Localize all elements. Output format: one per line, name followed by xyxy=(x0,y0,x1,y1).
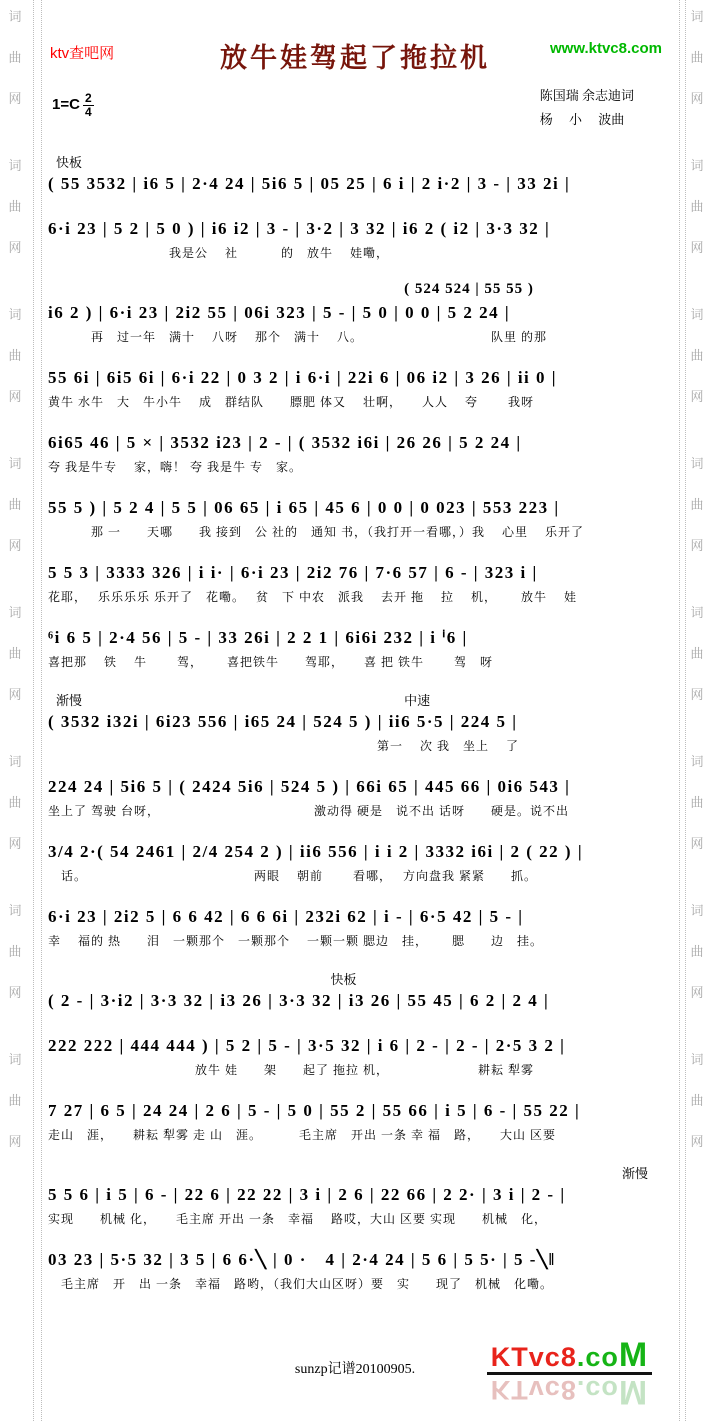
sheet-content xyxy=(48,36,662,1312)
watermark-char: 网 xyxy=(8,389,22,404)
watermark-char: 词 xyxy=(690,903,704,918)
watermark-char: 网 xyxy=(8,985,22,1000)
score-system xyxy=(48,1033,662,1079)
key-signature-text: 1=C xyxy=(52,96,80,114)
notation-line: 3/4 2·( 54 2461 | 2/4 254 2 ) | ii6 556 | i i 2 | 3332 i6i | 2 ( 22 ) | xyxy=(48,842,584,861)
watermark-char: 曲 xyxy=(8,646,22,661)
song-title: 放牛娃驾起了拖拉机 xyxy=(220,43,490,73)
watermark-char: 词 xyxy=(690,9,704,24)
notation-line: 55 5 ) | 5 2 4 | 5 5 | 06 65 | i 65 | 45 6 | 0 0 | 0 023 | 553 223 | xyxy=(48,498,560,517)
lyrics-line: 走山 涯， 耕耘 犁雾 走 山 涯。 毛主席 开出 一条 幸 福 路， 大山 区要 xyxy=(48,1128,557,1142)
left-dotted-border xyxy=(33,0,34,1421)
above-row xyxy=(48,152,662,171)
watermark-char: 曲 xyxy=(8,348,22,363)
logo-red-part: KTvc8 xyxy=(490,1342,577,1372)
watermark-char: 曲 xyxy=(690,646,704,661)
time-signature-denominator: 4 xyxy=(84,104,92,119)
transcriber-credit: sunzp记谱20100905. xyxy=(294,1362,416,1377)
lyrics-line: 花耶， 乐乐乐乐 乐开了 花嘞。 贫 下 中农 派我 去开 拖 拉 机， 放牛 娃 xyxy=(48,590,578,604)
score-system xyxy=(48,216,662,262)
notation-line: 55 6i | 6i5 6i | 6·i 22 | 0 3 2 | i 6·i | 22i 6 | 06 i2 | 3 26 | ii 0 | xyxy=(48,368,558,387)
watermark-char: 曲 xyxy=(8,50,22,65)
right-dotted-border xyxy=(679,0,680,1421)
watermark-char: 网 xyxy=(690,836,704,851)
watermark-char: 曲 xyxy=(8,1093,22,1108)
watermark-char: 网 xyxy=(690,389,704,404)
score-system xyxy=(48,839,662,885)
lyrics-line: 实现 机械 化， 毛主席 开出 一条 幸福 路哎，大山 区要 实现 机械 化， xyxy=(48,1212,548,1226)
key-signature xyxy=(52,92,94,118)
watermark-char: 网 xyxy=(690,240,704,255)
lyrics-line: 话。 两眼 朝前 看哪， 方向盘我 紧紧 抓。 xyxy=(48,869,538,883)
notation-line: ⁶i 6 5 | 2·4 56 | 5 - | 33 26i | 2 2 1 | 6i6i 232 | i ⁱ6 | xyxy=(48,628,468,647)
notation-line: 03 23 | 5·5 32 | 3 5 | 6 6·╲ | 0 · 4 | 2·4 24 | 5 6 | 5 5· | 5 -╲‖ xyxy=(48,1250,556,1269)
above-row xyxy=(48,969,662,988)
watermark-char: 词 xyxy=(8,456,22,471)
tempo-marking: 渐慢 xyxy=(56,693,83,708)
watermark-char: 曲 xyxy=(690,497,704,512)
notation-line: 224 24 | 5i6 5 | ( 2424 5i6 | 524 5 ) | 66i 65 | 445 66 | 0i6 543 | xyxy=(48,777,571,796)
tempo-marking: 中速 xyxy=(404,693,431,708)
score-system xyxy=(48,365,662,411)
lyrics-line: 那 一 天哪 我 接到 公 社的 通知 书，（我打开一看哪，）我 心里 乐开了 xyxy=(48,525,585,539)
lyrics-line: 坐上了 驾驶 台呀， 激动得 硬是 说不出 话呀 硬是。说不出 xyxy=(48,804,570,818)
tempo-marking: 快板 xyxy=(330,972,357,987)
above-row xyxy=(48,1163,662,1182)
notation-line: 5 5 6 | i 5 | 6 - | 22 6 | 22 22 | 3 i | 2 6 | 22 66 | 2 2· | 3 i | 2 - | xyxy=(48,1185,566,1204)
lyrics-line: 放牛 娃 架 起了 拖拉 机， 耕耘 犁雾 xyxy=(48,1063,535,1077)
logo-text xyxy=(487,1336,652,1374)
watermark-char: 网 xyxy=(8,538,22,553)
watermark-char: 词 xyxy=(8,307,22,322)
lyrics-line: 黄牛 水牛 大 牛小牛 成 群结队 膘肥 体又 壮啊， 人人 夸 我呀 xyxy=(48,395,535,409)
watermark-char: 曲 xyxy=(8,199,22,214)
credits xyxy=(540,84,634,132)
logo-reflection: KTvc8.coM xyxy=(490,1373,649,1411)
notation-line: 6i65 46 | 5 × | 3532 i23 | 2 - | ( 3532 i6i | 26 26 | 5 2 24 | xyxy=(48,433,522,452)
notation-line: 7 27 | 6 5 | 24 24 | 2 6 | 5 - | 5 0 | 55 2 | 55 66 | i 5 | 6 - | 55 22 | xyxy=(48,1101,581,1120)
site-badge-link[interactable]: ktv查吧网 xyxy=(50,45,115,62)
watermark-char: 曲 xyxy=(690,795,704,810)
watermark-char: 网 xyxy=(8,836,22,851)
notation-line: ( 3532 i32i | 6i23 556 | i65 24 | 524 5 ) | ii6 5·5 | 224 5 | xyxy=(48,712,518,731)
lyrics-line: 喜把那 铁 牛 驾， 喜把铁牛 驾耶， 喜 把 铁牛 驾 呀 xyxy=(48,655,494,669)
time-signature-numerator: 2 xyxy=(84,91,92,105)
watermark-char: 词 xyxy=(8,9,22,24)
score-system xyxy=(48,560,662,606)
watermark-char: 词 xyxy=(8,158,22,173)
watermark-char: 词 xyxy=(690,456,704,471)
footer xyxy=(0,1336,710,1420)
watermark-char: 曲 xyxy=(8,944,22,959)
score-system xyxy=(48,969,662,1014)
tempo-marking: 快板 xyxy=(56,155,83,170)
logo-green-part: .co xyxy=(576,1342,619,1372)
composer-credit: 杨 小 波曲 xyxy=(539,112,625,127)
score-system xyxy=(48,495,662,541)
lyricist-credit: 陈国瑞 余志迪词 xyxy=(539,88,634,103)
score-system xyxy=(48,1247,662,1293)
watermark-char: 网 xyxy=(690,91,704,106)
watermark-char: 曲 xyxy=(690,1093,704,1108)
watermark-char: 曲 xyxy=(8,497,22,512)
watermark-char: 网 xyxy=(690,1134,704,1149)
header xyxy=(48,36,662,76)
watermark-char: 网 xyxy=(690,687,704,702)
notation-line: i6 2 ) | 6·i 23 | 2i2 55 | 06i 323 | 5 - | 5 0 | 0 0 | 5 2 24 | xyxy=(48,303,511,322)
watermark-char: 词 xyxy=(8,605,22,620)
watermark-char: 网 xyxy=(690,985,704,1000)
notation-line: 5 5 3 | 3333 326 | i i· | 6·i 23 | 2i2 76 | 7·6 57 | 6 - | 323 i | xyxy=(48,563,538,582)
watermark-char: 词 xyxy=(8,754,22,769)
score-system xyxy=(48,690,662,755)
watermark-char: 曲 xyxy=(690,348,704,363)
score-system xyxy=(48,904,662,950)
notation-line: 6·i 23 | 5 2 | 5 0 ) | i6 i2 | 3 - | 3·2 | 3 32 | i6 2 ( i2 | 3·3 32 | xyxy=(48,219,551,238)
watermark-char: 词 xyxy=(690,605,704,620)
lyrics-line: 第一 次 我 坐上 了 xyxy=(48,739,520,753)
score-system xyxy=(48,1163,662,1228)
watermark-char: 词 xyxy=(690,307,704,322)
watermark-char: 网 xyxy=(8,1134,22,1149)
above-row xyxy=(48,281,662,300)
right-watermark-column xyxy=(686,0,708,1421)
logo-m-part: M xyxy=(618,1336,649,1374)
score-system xyxy=(48,1098,662,1144)
watermark-char: 词 xyxy=(690,1052,704,1067)
site-url-link[interactable]: www.ktvc8.com xyxy=(550,40,662,57)
watermark-char: 网 xyxy=(8,240,22,255)
lyrics-line: 毛主席 开 出 一条 幸福 路哟，（我们大山区呀）要 实 现了 机械 化嘞。 xyxy=(48,1277,554,1291)
notation-line: ( 55 3532 | i6 5 | 2·4 24 | 5i6 5 | 05 25 | 6 i | 2 i·2 | 3 - | 33 2i | xyxy=(48,174,571,193)
score-system xyxy=(48,281,662,346)
score-system xyxy=(48,152,662,197)
time-signature xyxy=(83,92,94,118)
meta-row xyxy=(48,84,662,148)
watermark-char: 词 xyxy=(8,903,22,918)
watermark-char: 曲 xyxy=(8,795,22,810)
ktvc8-logo[interactable] xyxy=(487,1336,652,1411)
score-system xyxy=(48,625,662,671)
watermark-char: 曲 xyxy=(690,199,704,214)
tempo-marking: 渐慢 xyxy=(621,1166,648,1181)
left-watermark-column xyxy=(4,0,26,1421)
above-row xyxy=(48,690,662,709)
watermark-char: 词 xyxy=(8,1052,22,1067)
left-dotted-border xyxy=(41,0,42,1421)
notation-line: 222 222 | 444 444 ) | 5 2 | 5 - | 3·5 32 | i 6 | 2 - | 2 - | 2·5 3 2 | xyxy=(48,1036,566,1055)
watermark-char: 曲 xyxy=(690,50,704,65)
watermark-char: 曲 xyxy=(690,944,704,959)
watermark-char: 词 xyxy=(690,158,704,173)
lyrics-line: 我是公 社 的 放牛 娃嘞， xyxy=(48,246,390,260)
score-system xyxy=(48,430,662,476)
watermark-char: 网 xyxy=(8,91,22,106)
score xyxy=(48,152,662,1293)
watermark-char: 网 xyxy=(8,687,22,702)
lyrics-line: 再 过一年 满十 八呀 那个 满十 八。 队里 的那 xyxy=(48,330,548,344)
notation-line: ( 2 - | 3·i2 | 3·3 32 | i3 26 | 3·3 32 | i3 26 | 55 45 | 6 2 | 2 4 | xyxy=(48,991,550,1010)
watermark-char: 网 xyxy=(690,538,704,553)
watermark-char: 词 xyxy=(690,754,704,769)
pickup-notation: ( 524 524 | 55 55 ) xyxy=(404,281,534,297)
notation-line: 6·i 23 | 2i2 5 | 6 6 42 | 6 6 6i | 232i 62 | i - | 6·5 42 | 5 - | xyxy=(48,907,524,926)
score-system xyxy=(48,774,662,820)
lyrics-line: 幸 福的 热 泪 一颗那个 一颗那个 一颗一颗 腮边 挂， 腮 边 挂。 xyxy=(48,934,544,948)
lyrics-line: 夸 我是牛专 家，嗨！ 夸 我是牛 专 家。 xyxy=(48,460,303,474)
